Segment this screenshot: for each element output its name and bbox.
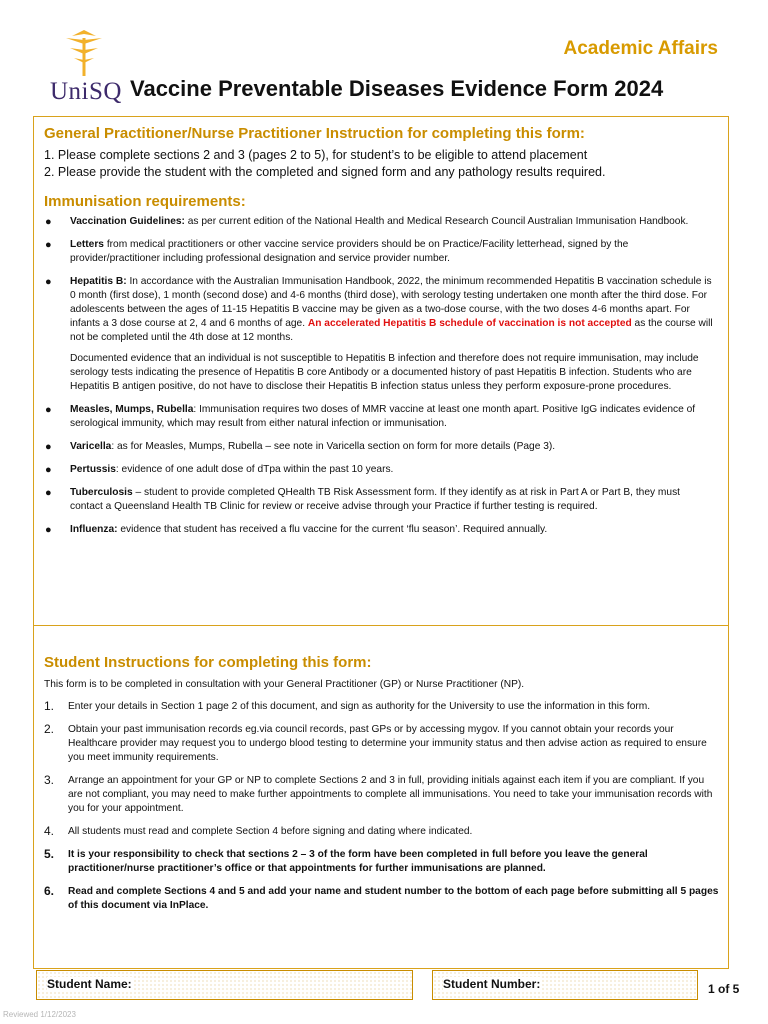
list-item: ● Pertussis: evidence of one adult dose of dTpa within the past 10 years. [45, 464, 394, 476]
list-item: 3. Arrange an appointment for your GP or NP to complete Sections 2 and 3 in full, providing initials against each item if you are compliant. If you are not compliant, you may need to make further appointments to complete all immunisations. You need to take your immunisation records with you for your appointment. [44, 773, 713, 814]
student-intro: This form is to be completed in consultation with your General Practitioner (GP) or Nurse Practitioner (NP). [44, 679, 525, 690]
bullet-icon: ● [45, 441, 52, 453]
gp-heading: General Practitioner/Nurse Practitioner Instruction for completing this form: [44, 125, 585, 142]
list-item: ● Influenza: evidence that student has received a flu vaccine for the current ‘flu season’. Required annually. [45, 524, 548, 536]
gp-line: 2. Please provide the student with the completed and signed form and any pathology results required. [44, 165, 606, 179]
list-item: 6. Read and complete Sections 4 and 5 and add your name and student number to the bottom of each page before submitting all 5 pages of this document via InPlace. [44, 884, 719, 911]
page-title: Vaccine Preventable Diseases Evidence Form 2024 [130, 76, 664, 101]
student-steps [44, 700, 720, 922]
list-item: ● Tuberculosis – student to provide completed QHealth TB Risk Assessment form. If they identify as at risk in Part A or Part B, they must contact a Queensland Health TB Clinic for review or receive advise through your Practice if further testing is required. [45, 487, 680, 512]
student-number-label: Student Number: [443, 977, 541, 991]
student-instructions-box [33, 624, 729, 969]
bullet-icon: ● [45, 216, 52, 228]
bullet-icon: ● [45, 404, 52, 416]
list-item: 5. It is your responsibility to check that sections 2 – 3 of the form have been completed in full before you leave the general practitioner/nurse practitioner’s office or that appointments for further immunisations are planned. [44, 847, 648, 874]
list-item: ● Measles, Mumps, Rubella: Immunisation requires two doses of MMR vaccine at least one month apart. Positive IgG indicates evidence of serological immunity, which may result from either natural infection or immunisation. [45, 404, 696, 429]
reviewed-date: Reviewed 1/12/2023 [3, 1010, 76, 1019]
student-name-field[interactable] [36, 970, 413, 1000]
gp-instructions-box [33, 116, 729, 626]
bullet-icon: ● [45, 464, 52, 476]
gp-instruction-list [44, 147, 605, 181]
list-item: ● Vaccination Guidelines: as per current edition of the National Health and Medical Research Council Australian Immunisation Handbook. [45, 216, 689, 228]
logo-wordmark: UniSQ [50, 78, 122, 105]
page-header [0, 0, 768, 110]
student-name-label: Student Name: [47, 977, 132, 991]
student-number-field[interactable] [432, 970, 698, 1000]
department-label: Academic Affairs [563, 38, 718, 59]
list-item: ● Letters from medical practitioners or other vaccine service providers should be on Practice/Facility letterhead, signed by the provider/practitioner including professional designation and service provider number. [45, 239, 629, 264]
page-number: 1 of 5 [708, 982, 740, 996]
bullet-icon: ● [45, 276, 52, 288]
bullet-icon: ● [45, 487, 52, 499]
unisq-logo [46, 28, 126, 106]
immunisation-list [44, 215, 714, 546]
student-heading: Student Instructions for completing this form: [44, 654, 372, 671]
gp-line: 1. Please complete sections 2 and 3 (pages 2 to 5), for student’s to be eligible to attend placement [44, 148, 588, 162]
list-item: ● Hepatitis B: In accordance with the Australian Immunisation Handbook, 2022, the minimum recommended Hepatitis B vaccination schedule is 0 month (first dose), 1 month (second dose) and 4-6 months (third dose), with serology testing undertaken one month after the third dose. For adolescents between the ages of 11-15 Hepatitis B vaccine may be given as a two-dose course, with the two doses 4-6 months apart. For infants a 3 dose course at 2, 4 and 6 months of age. An accelerated Hepatitis B schedule of vaccination is not accepted as the course will not be completed until the 4th dose at 12 months. [45, 276, 713, 343]
bullet-icon: ● [45, 524, 52, 536]
list-item: 4. All students must read and complete Section 4 before signing and dating where indicated. [44, 824, 473, 838]
list-item: 2. Obtain your past immunisation records eg.via council records, past GPs or by accessing mygov. If you cannot obtain your records your Healthcare provider may request you to undergo blood testing to determine your immunity status and then advise action as required to ensure you meet immunity requirements. [44, 722, 707, 763]
list-item: ● Varicella: as for Measles, Mumps, Rubella – see note in Varicella section on form for more details (Page 3). [45, 441, 556, 453]
list-item: 1. Enter your details in Section 1 page 2 of this document, and sign as authority for the University to use the information in this form. [44, 699, 651, 713]
hepb-warning: An accelerated Hepatitis B schedule of vaccination is not accepted [307, 318, 632, 329]
hepb-evidence-paragraph: Documented evidence that an individual is not susceptible to Hepatitis B infection and therefore does not require immunisation, may include serology tests indicating the presence of Hepatitis B core Antibody or a documented history of past Hepatitis B infection. Students who are Hepatitis B antigen positive, do not have to disclose their Hepatitis B infection status unless they perform exposure-prone procedures. [70, 353, 699, 392]
bullet-icon: ● [45, 239, 52, 251]
unisq-logo-mark-icon [64, 28, 104, 78]
immunisation-heading: Immunisation requirements: [44, 193, 246, 210]
